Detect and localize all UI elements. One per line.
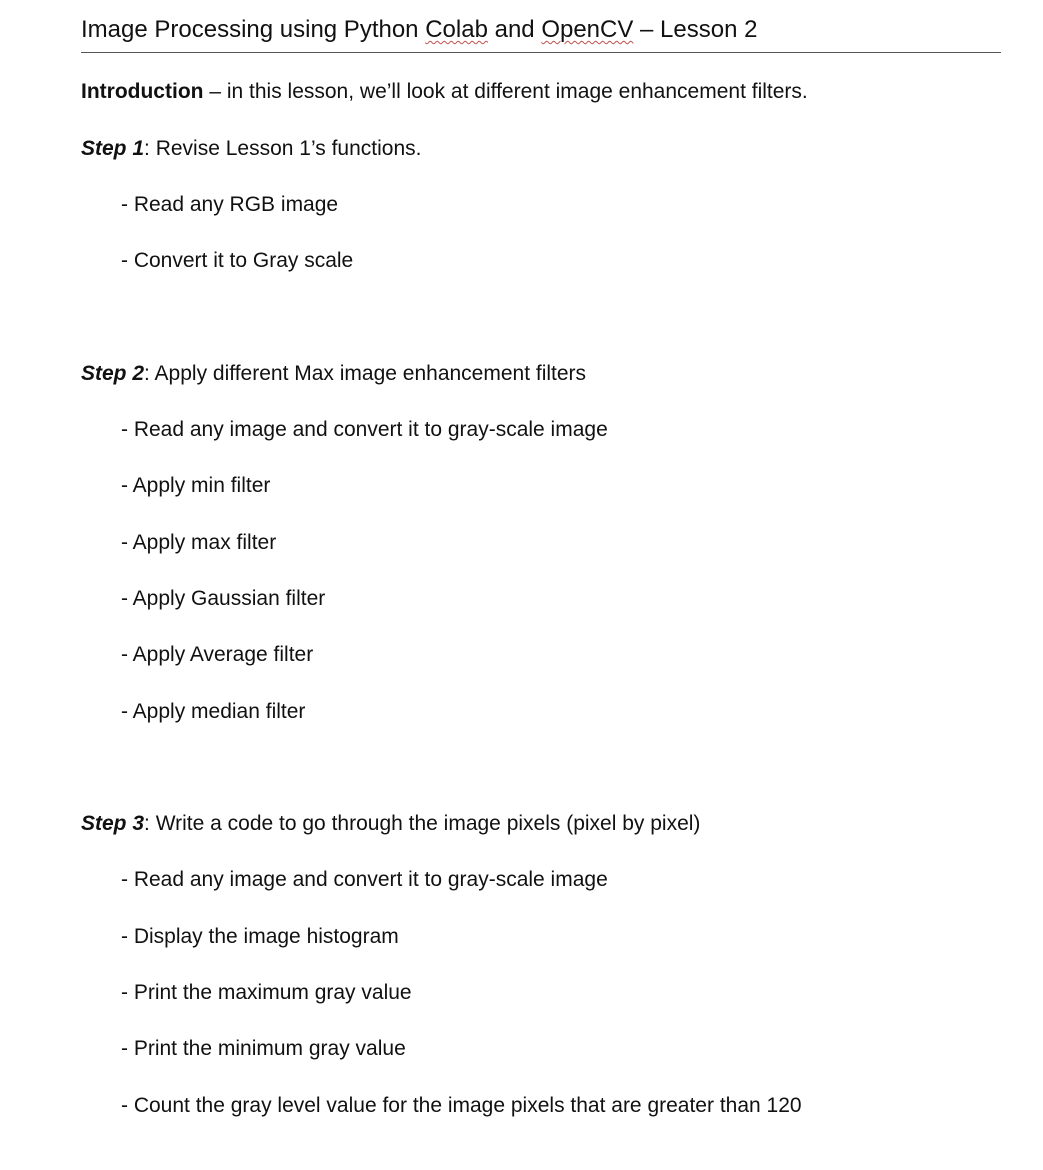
intro-label: Introduction	[81, 80, 204, 103]
document-title	[81, 14, 1001, 53]
step-1-item: - Read any RGB image	[121, 193, 339, 216]
step-2-item: - Apply max filter	[121, 531, 277, 554]
step-3-label: Step 3	[81, 812, 145, 835]
step-1-item: - Convert it to Gray scale	[121, 249, 354, 272]
step-2-item: - Apply Average filter	[121, 643, 314, 666]
step-3-item: - Print the maximum gray value	[121, 981, 412, 1004]
title-colab-word: Colab	[425, 16, 488, 43]
step-3-item: - Print the minimum gray value	[121, 1037, 406, 1060]
step-2-text: : Apply different Max image enhancement filters	[144, 362, 587, 385]
step-3-item: - Read any image and convert it to gray-scale image	[121, 868, 608, 891]
step-3-heading	[81, 810, 700, 838]
step-1-heading	[81, 135, 421, 163]
step-2-item: - Apply Gaussian filter	[121, 587, 326, 610]
step-2-item: - Apply median filter	[121, 700, 306, 723]
step-2-heading	[81, 360, 586, 388]
intro-text: – in this lesson, we’ll look at different image enhancement filters.	[203, 80, 808, 103]
step-3-item: - Count the gray level value for the image pixels that are greater than 120	[121, 1094, 802, 1117]
step-1-label: Step 1	[81, 137, 145, 160]
step-2-item: - Read any image and convert it to gray-scale image	[121, 418, 608, 441]
title-opencv-word: OpenCV	[541, 16, 634, 43]
step-2-item: - Apply min filter	[121, 474, 271, 497]
title-text-1: Image Processing using Python	[81, 16, 426, 43]
title-text-3: – Lesson 2	[633, 16, 758, 43]
title-text-2: and	[487, 16, 542, 43]
step-1-text: : Revise Lesson 1’s functions.	[144, 137, 422, 160]
step-2-label: Step 2	[81, 362, 145, 385]
intro-paragraph	[81, 78, 808, 106]
step-3-item: - Display the image histogram	[121, 925, 399, 948]
step-3-text: : Write a code to go through the image pixels (pixel by pixel)	[144, 812, 701, 835]
